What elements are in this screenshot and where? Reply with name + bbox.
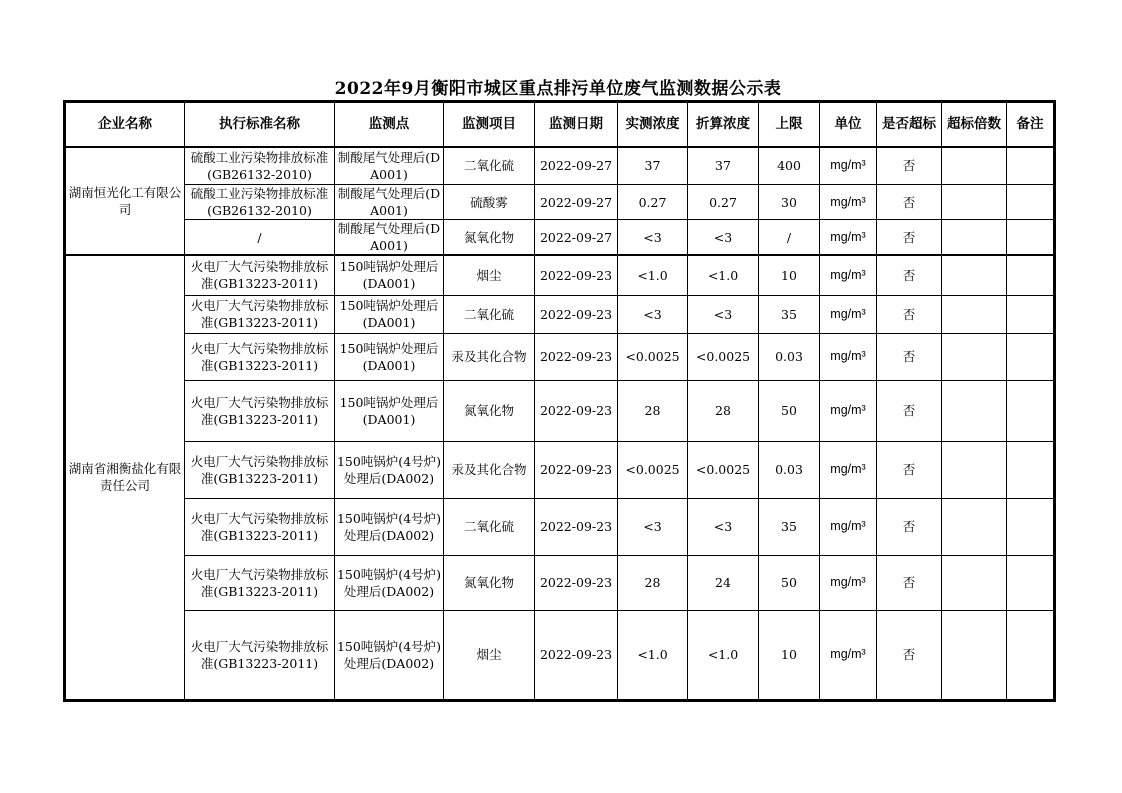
table-row [65,380,1055,441]
cell-exceeded: 否 [877,441,942,498]
cell-item: 烟尘 [444,255,535,295]
monitoring-data-table [63,100,1056,702]
cell-limit: 30 [759,185,820,220]
table-row [65,147,1055,185]
cell-multiple [942,498,1007,555]
col-header-converted: 折算浓度 [688,102,759,147]
cell-date: 2022-09-23 [535,441,618,498]
cell-date: 2022-09-23 [535,295,618,333]
cell-unit: mg/m³ [820,295,877,333]
cell-date: 2022-09-27 [535,147,618,185]
cell-date: 2022-09-27 [535,220,618,256]
cell-remark [1007,220,1055,256]
cell-converted: <3 [688,295,759,333]
cell-exceeded: 否 [877,610,942,700]
cell-standard: 硫酸工业污染物排放标准(GB26132-2010) [185,185,335,220]
col-header-limit: 上限 [759,102,820,147]
cell-remark [1007,333,1055,380]
table-row [65,555,1055,610]
cell-measured: <0.0025 [618,441,688,498]
cell-limit: 35 [759,498,820,555]
cell-unit: mg/m³ [820,147,877,185]
cell-converted: 37 [688,147,759,185]
cell-limit: 35 [759,295,820,333]
cell-point: 150吨锅炉处理后(DA001) [335,380,444,441]
cell-measured: <0.0025 [618,333,688,380]
cell-multiple [942,295,1007,333]
standard-text: 火电厂大气污染物排放标准(GB13223-2011) [190,340,329,373]
cell-point: 150吨锅炉(4号炉)处理后(DA002) [335,555,444,610]
cell-remark [1007,555,1055,610]
table-row [65,255,1055,295]
cell-measured: <3 [618,295,688,333]
cell-converted: 28 [688,380,759,441]
cell-item: 二氧化硫 [444,147,535,185]
cell-remark [1007,380,1055,441]
table-header-row [65,102,1055,147]
cell-date: 2022-09-23 [535,255,618,295]
table-row [65,220,1055,256]
cell-unit: mg/m³ [820,255,877,295]
cell-exceeded: 否 [877,380,942,441]
cell-remark [1007,147,1055,185]
cell-remark [1007,185,1055,220]
cell-converted: <0.0025 [688,333,759,380]
cell-standard: 火电厂大气污染物排放标准(GB13223-2011) [185,498,335,555]
cell-limit: 50 [759,555,820,610]
cell-limit: / [759,220,820,256]
cell-converted: <3 [688,220,759,256]
cell-item: 氮氧化物 [444,555,535,610]
cell-multiple [942,380,1007,441]
cell-converted: <1.0 [688,610,759,700]
cell-multiple [942,147,1007,185]
cell-limit: 50 [759,380,820,441]
cell-point: 150吨锅炉处理后(DA001) [335,255,444,295]
cell-multiple [942,441,1007,498]
col-header-remark: 备注 [1007,102,1055,147]
cell-point: 150吨锅炉(4号炉)处理后(DA002) [335,441,444,498]
cell-standard [185,333,335,380]
cell-exceeded: 否 [877,555,942,610]
cell-remark [1007,295,1055,333]
col-header-measured: 实测浓度 [618,102,688,147]
cell-limit: 0.03 [759,441,820,498]
page-title: 2022年9月衡阳市城区重点排污单位废气监测数据公示表 [334,79,782,99]
cell-limit: 0.03 [759,333,820,380]
cell-item: 汞及其化合物 [444,441,535,498]
cell-date: 2022-09-27 [535,185,618,220]
cell-point: 150吨锅炉处理后(DA001) [335,333,444,380]
cell-standard: 火电厂大气污染物排放标准(GB13223-2011) [185,380,335,441]
company-cell: 湖南省湘衡盐化有限责任公司 [65,255,185,700]
standard-text: 火电厂大气污染物排放标准(GB13223-2011) [190,298,329,330]
cell-remark [1007,610,1055,700]
company-cell: 湖南恒光化工有限公司 [65,147,185,256]
cell-unit: mg/m³ [820,498,877,555]
cell-exceeded: 否 [877,220,942,256]
cell-standard [185,295,335,333]
cell-measured: 37 [618,147,688,185]
col-header-multiple: 超标倍数 [942,102,1007,147]
cell-date: 2022-09-23 [535,333,618,380]
standard-text: 火电厂大气污染物排放标准(GB13223-2011) [190,259,329,292]
col-header-company: 企业名称 [65,102,185,147]
cell-exceeded: 否 [877,185,942,220]
cell-standard: 火电厂大气污染物排放标准(GB13223-2011) [185,441,335,498]
cell-unit: mg/m³ [820,185,877,220]
cell-point: 150吨锅炉(4号炉)处理后(DA002) [335,498,444,555]
cell-measured: <1.0 [618,610,688,700]
table-row [65,610,1055,700]
cell-unit: mg/m³ [820,333,877,380]
cell-date: 2022-09-23 [535,498,618,555]
cell-standard: 硫酸工业污染物排放标准(GB26132-2010) [185,147,335,185]
table-row [65,498,1055,555]
table-row [65,333,1055,380]
col-header-unit: 单位 [820,102,877,147]
cell-item: 二氧化硫 [444,295,535,333]
cell-item: 汞及其化合物 [444,333,535,380]
cell-standard: 火电厂大气污染物排放标准(GB13223-2011) [185,610,335,700]
cell-converted: <3 [688,498,759,555]
cell-limit: 400 [759,147,820,185]
table-row [65,185,1055,220]
cell-measured: <3 [618,220,688,256]
cell-measured: <1.0 [618,255,688,295]
table-row [65,441,1055,498]
cell-item: 硫酸雾 [444,185,535,220]
cell-point: 制酸尾气处理后(DA001) [335,147,444,185]
col-header-item: 监测项目 [444,102,535,147]
cell-remark [1007,498,1055,555]
cell-unit: mg/m³ [820,220,877,256]
cell-point: 150吨锅炉处理后(DA001) [335,295,444,333]
cell-date: 2022-09-23 [535,380,618,441]
cell-exceeded: 否 [877,255,942,295]
cell-exceeded: 否 [877,498,942,555]
table-row [65,295,1055,333]
cell-standard: 火电厂大气污染物排放标准(GB13223-2011) [185,555,335,610]
cell-unit: mg/m³ [820,555,877,610]
cell-multiple [942,555,1007,610]
cell-remark [1007,255,1055,295]
cell-unit: mg/m³ [820,441,877,498]
cell-remark [1007,441,1055,498]
col-header-exceeded: 是否超标 [877,102,942,147]
cell-unit: mg/m³ [820,610,877,700]
cell-measured: 0.27 [618,185,688,220]
cell-exceeded: 否 [877,333,942,380]
cell-point: 制酸尾气处理后(DA001) [335,185,444,220]
col-header-point: 监测点 [335,102,444,147]
cell-date: 2022-09-23 [535,610,618,700]
cell-converted: 0.27 [688,185,759,220]
cell-point: 150吨锅炉(4号炉)处理后(DA002) [335,610,444,700]
cell-multiple [942,333,1007,380]
cell-date: 2022-09-23 [535,555,618,610]
cell-exceeded: 否 [877,147,942,185]
cell-multiple [942,255,1007,295]
cell-unit: mg/m³ [820,380,877,441]
cell-limit: 10 [759,610,820,700]
cell-measured: <3 [618,498,688,555]
cell-item: 氮氧化物 [444,380,535,441]
cell-standard [185,255,335,295]
cell-item: 氮氧化物 [444,220,535,256]
cell-item: 二氧化硫 [444,498,535,555]
cell-measured: 28 [618,555,688,610]
cell-measured: 28 [618,380,688,441]
cell-multiple [942,185,1007,220]
cell-exceeded: 否 [877,295,942,333]
cell-point: 制酸尾气处理后(DA001) [335,220,444,256]
cell-converted: 24 [688,555,759,610]
cell-limit: 10 [759,255,820,295]
cell-converted: <1.0 [688,255,759,295]
cell-converted: <0.0025 [688,441,759,498]
cell-multiple [942,220,1007,256]
cell-multiple [942,610,1007,700]
col-header-standard: 执行标准名称 [185,102,335,147]
cell-item: 烟尘 [444,610,535,700]
col-header-date: 监测日期 [535,102,618,147]
cell-standard: / [185,220,335,256]
